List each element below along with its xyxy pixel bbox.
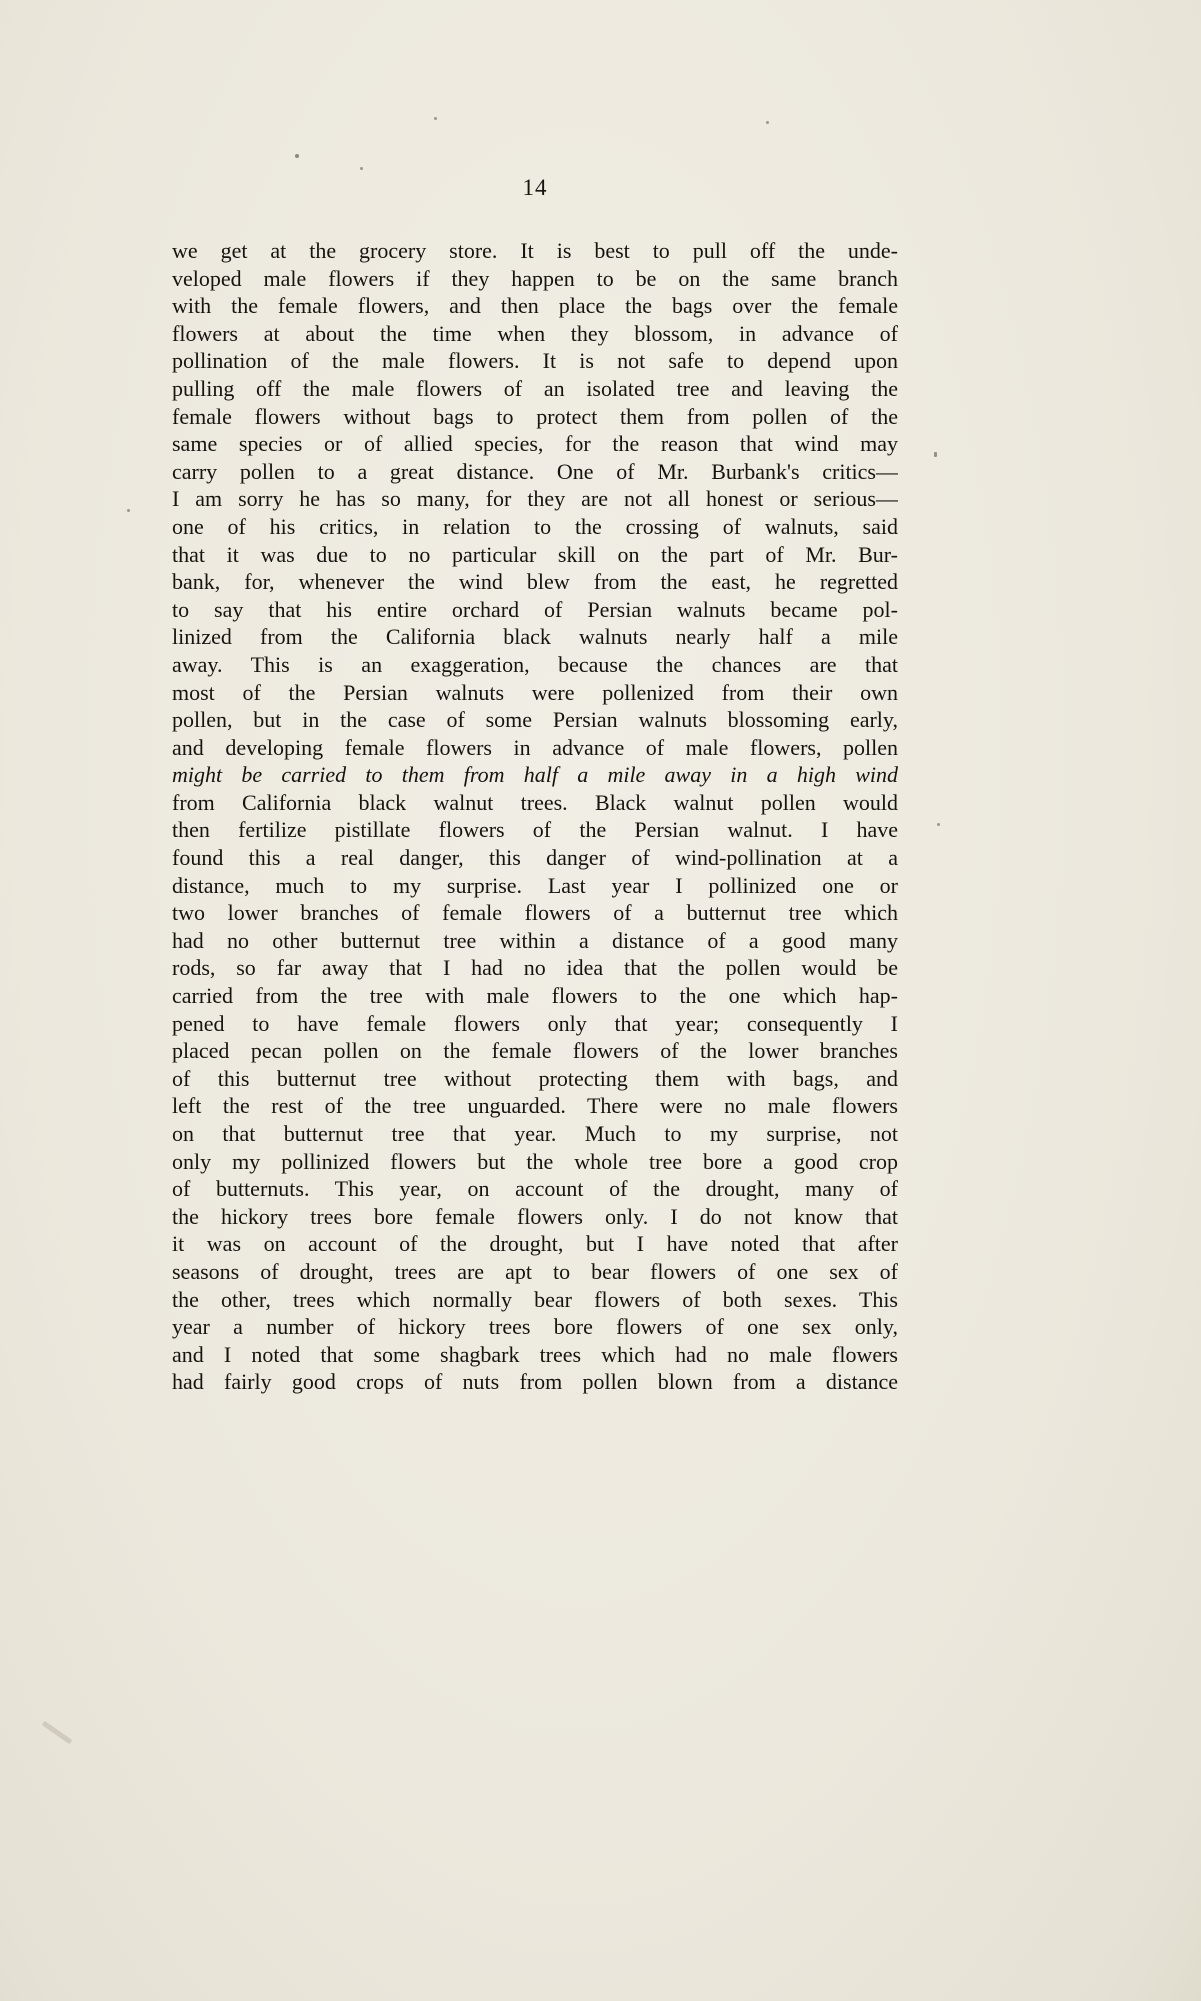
text-line: the other, trees which normally bear flowers of both sexes. This [172,1286,898,1312]
text-line: had fairly good crops of nuts from pollen blown from a distance [172,1369,898,1395]
text-line: bank, for, whenever the wind blew from the east, he regretted [172,569,898,595]
text-line: of butternuts. This year, on account of the drought, many of [172,1176,898,1202]
text-line: distance, much to my surprise. Last year I pollinized one or [172,872,898,898]
text-line: might be carried to them from half a mile away in a high wind [172,762,898,788]
text-line: carry pollen to a great distance. One of Mr. Burbank's critics— [172,458,898,484]
text-line: and I noted that some shagbark trees which had no male flowers [172,1341,898,1367]
scan-speck [127,509,130,512]
text-line: linized from the California black walnuts nearly half a mile [172,624,898,650]
text-line: away. This is an exaggeration, because the chances are that [172,651,898,677]
text-line: of this butternut tree without protecting them with bags, and [172,1065,898,1091]
text-line: only my pollinized flowers but the whole tree bore a good crop [172,1148,898,1174]
text-line: carried from the tree with male flowers to the one which hap- [172,983,898,1009]
text-line: one of his critics, in relation to the crossing of walnuts, said [172,513,898,539]
text-line: female flowers without bags to protect them from pollen of the [172,403,898,429]
text-line: had no other butternut tree within a distance of a good many [172,927,898,953]
text-line: the hickory trees bore female flowers only. I do not know that [172,1203,898,1229]
text-line: found this a real danger, this danger of wind-pollination at a [172,845,898,871]
scan-speck [295,154,299,158]
text-line: pollination of the male flowers. It is not safe to depend upon [172,348,898,374]
text-line: same species or of allied species, for the reason that wind may [172,431,898,457]
text-line: pened to have female flowers only that year; consequently I [172,1010,898,1036]
scan-speck [934,452,937,457]
text-line: flowers at about the time when they blossom, in advance of [172,320,898,346]
text-line: I am sorry he has so many, for they are not all honest or serious— [172,486,898,512]
text-line: left the rest of the tree unguarded. There were no male flowers [172,1093,898,1119]
text-line: most of the Persian walnuts were pollenized from their own [172,679,898,705]
text-line: on that butternut tree that year. Much to my surprise, not [172,1121,898,1146]
scan-speck [360,167,363,170]
scan-speck [937,823,940,826]
text-line: it was on account of the drought, but I have noted that after [172,1231,898,1257]
text-line: then fertilize pistillate flowers of the Persian walnut. I have [172,817,898,843]
scan-speck [766,121,769,124]
text-line: with the female flowers, and then place the bags over the female [172,293,898,319]
text-line: that it was due to no particular skill on the part of Mr. Bur- [172,541,898,567]
text-line: veloped male flowers if they happen to be on the same branch [172,265,898,291]
scan-speck [434,117,437,120]
body-text [172,237,898,1396]
text-line: from California black walnut trees. Black walnut pollen would [172,789,898,815]
text-line: pulling off the male flowers of an isolated tree and leaving the [172,375,898,401]
text-line: and developing female flowers in advance of male flowers, pollen [172,734,898,760]
text-line: two lower branches of female flowers of a butternut tree which [172,900,898,926]
text-line: year a number of hickory trees bore flowers of one sex only, [172,1314,898,1340]
text-line: pollen, but in the case of some Persian walnuts blossoming early, [172,707,898,733]
text-line: we get at the grocery store. It is best to pull off the unde- [172,238,898,263]
text-line: seasons of drought, trees are apt to bear flowers of one sex of [172,1258,898,1284]
page-number: 14 [522,175,548,200]
text-line: placed pecan pollen on the female flowers of the lower branches [172,1038,898,1064]
text-line: rods, so far away that I had no idea that the pollen would be [172,955,898,981]
text-line: to say that his entire orchard of Persian walnuts became pol- [172,596,898,622]
